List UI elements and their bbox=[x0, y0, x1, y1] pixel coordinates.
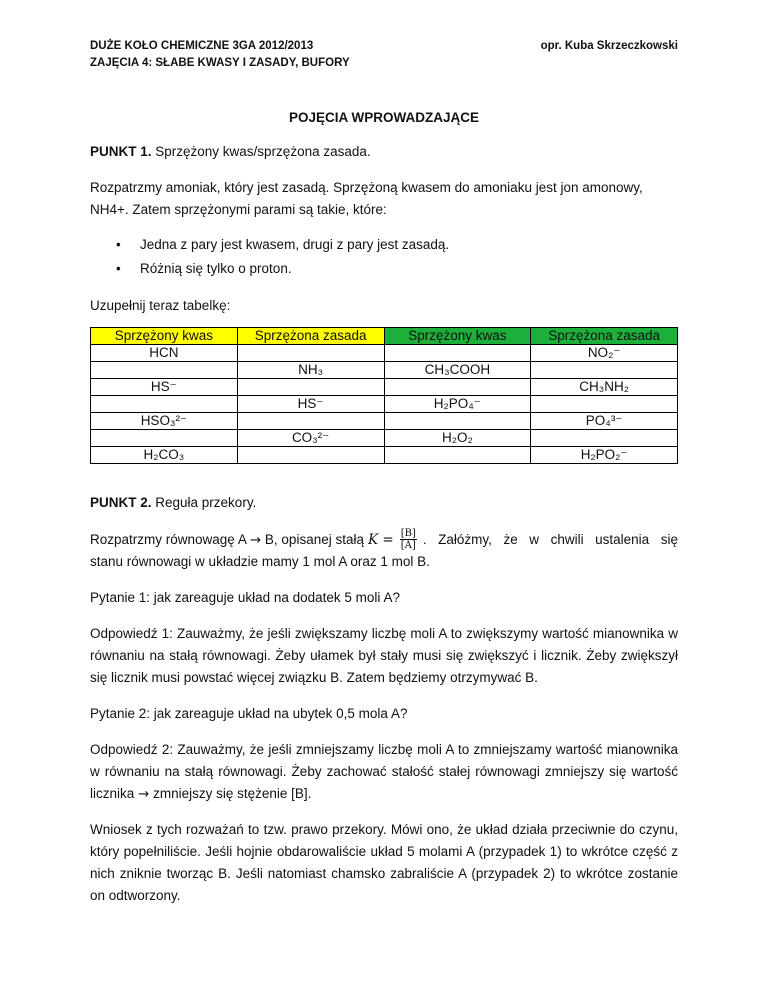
table-cell: HS⁻ bbox=[237, 396, 384, 413]
punkt1-title: Sprzężony kwas/sprzężona zasada. bbox=[151, 144, 371, 159]
table-cell: PO₄³⁻ bbox=[531, 413, 678, 430]
answer-2-tail: zmniejszy się stężenie [B]. bbox=[153, 786, 312, 801]
answer-2 bbox=[90, 739, 678, 805]
table-cell: CH₃NH₂ bbox=[531, 379, 678, 396]
table-row bbox=[91, 362, 678, 379]
eq-lead: Rozpatrzmy równowagę A bbox=[90, 531, 247, 547]
table-cell bbox=[531, 362, 678, 379]
table-cell bbox=[237, 413, 384, 430]
header-conjugate-base-1: Sprzężona zasada bbox=[237, 328, 384, 345]
table-cell bbox=[384, 379, 531, 396]
punkt2-title: Reguła przekory. bbox=[151, 495, 257, 510]
fraction-denominator: [A] bbox=[400, 540, 416, 551]
punkt1-label: PUNKT 1. bbox=[90, 144, 152, 159]
answer-1: Odpowiedź 1: Zauważmy, że jeśli zwiększamy liczbę moli A to zwiększymy wartość mianownika w równaniu na stałą równowagi. Żeby ułamek był stały musi się zwiększyć i licznik. Żeby zwiększył się licznik musi powstać więcej związku B. Zatem będziemy otrzymywać B. bbox=[90, 626, 678, 685]
conjugate-pairs-table bbox=[90, 327, 678, 464]
table-cell bbox=[384, 413, 531, 430]
bullet-item: • Różnią się tylko o proton. bbox=[90, 257, 678, 281]
right-arrow-icon: → bbox=[249, 531, 262, 548]
header-author: opr. Kuba Skrzeczkowski bbox=[540, 40, 678, 52]
bullet-item: • Jedna z pary jest kwasem, drugi z pary jest zasadą. bbox=[90, 233, 678, 257]
right-arrow-icon: → bbox=[138, 786, 150, 802]
equilibrium-line bbox=[90, 528, 678, 551]
table-cell bbox=[384, 345, 531, 362]
header-conjugate-acid-1: Sprzężony kwas bbox=[91, 328, 238, 345]
page-header bbox=[90, 38, 678, 72]
punkt2-heading bbox=[90, 492, 678, 514]
table-cell: CO₃²⁻ bbox=[237, 430, 384, 447]
page-title: POJĘCIA WPROWADZAJĄCE bbox=[288, 110, 479, 125]
question-1: Pytanie 1: jak zareaguje układ na dodatek 5 moli A? bbox=[90, 590, 400, 605]
table-row bbox=[91, 447, 678, 464]
table-cell bbox=[531, 430, 678, 447]
header-conjugate-acid-2: Sprzężony kwas bbox=[384, 328, 531, 345]
table-cell: HS⁻ bbox=[91, 379, 238, 396]
table-cell bbox=[237, 447, 384, 464]
header-conjugate-base-2: Sprzężona zasada bbox=[531, 328, 678, 345]
question-2: Pytanie 2: jak zareaguje układ na ubytek 0,5 mola A? bbox=[90, 706, 408, 721]
punkt1-heading bbox=[90, 141, 678, 163]
conclusion: Wniosek z tych rozważań to tzw. prawo przekory. Mówi ono, że układ działa przeciwnie do czynu, który popełniliście. Jeśli hojnie obdarowaliście układ 5 molami A (przypadek 1) to wkrótce część z nich zniknie tworząc B. Jeśli natomiast chamsko zabraliście A (przypadek 2) to wkrótce zostanie on odtworzony. bbox=[90, 822, 678, 903]
table-row bbox=[91, 430, 678, 447]
table-cell: HCN bbox=[91, 345, 238, 362]
table-intro: Uzupełnij teraz tabelkę: bbox=[90, 298, 231, 313]
equilibrium-continuation: stanu równowagi w układzie mamy 1 mol A oraz 1 mol B. bbox=[90, 554, 430, 569]
table-header-row bbox=[91, 328, 678, 345]
table-cell: NO₂⁻ bbox=[531, 345, 678, 362]
document-page bbox=[90, 38, 678, 907]
fraction-numerator: [B] bbox=[400, 528, 416, 539]
table-cell: H₂O₂ bbox=[384, 430, 531, 447]
header-lesson: ZAJĘCIA 4: SŁABE KWASY I ZASADY, BUFORY bbox=[90, 57, 350, 69]
table-cell bbox=[91, 362, 238, 379]
punkt2-label: PUNKT 2. bbox=[90, 495, 152, 510]
answer-2-lead: Odpowiedź 2: Zauważmy, że jeśli zmniejszamy liczbę moli A to zmniejszamy wartość mianownika w równaniu na stałą równowagi. Żeby zachować stałość stałej równowagi zmniejszy się wartość licznika bbox=[90, 742, 678, 801]
table-cell: HSO₃²⁻ bbox=[91, 413, 238, 430]
table-cell: H₂PO₂⁻ bbox=[531, 447, 678, 464]
equilibrium-lead-text bbox=[90, 529, 364, 551]
equilibrium-constant-symbol: K = bbox=[367, 531, 394, 548]
equilibrium-tail-text: . Załóżmy, że w chwili ustalenia się bbox=[422, 531, 678, 547]
eq-mid: B, opisanej stałą bbox=[264, 531, 364, 547]
equilibrium-fraction bbox=[400, 528, 417, 551]
table-cell bbox=[91, 430, 238, 447]
table-cell: CH₃COOH bbox=[384, 362, 531, 379]
table-cell: H₂CO₃ bbox=[91, 447, 238, 464]
table-row bbox=[91, 396, 678, 413]
table-cell: NH₃ bbox=[237, 362, 384, 379]
table-cell bbox=[237, 379, 384, 396]
table-cell bbox=[91, 396, 238, 413]
bullet-list bbox=[90, 233, 678, 281]
header-course: DUŻE KOŁO CHEMICZNE 3GA 2012/2013 bbox=[90, 40, 314, 52]
table-cell bbox=[237, 345, 384, 362]
table-cell: H₂PO₄⁻ bbox=[384, 396, 531, 413]
table-row bbox=[91, 413, 678, 430]
table-row bbox=[91, 379, 678, 396]
table-cell bbox=[531, 396, 678, 413]
table-row bbox=[91, 345, 678, 362]
punkt1-intro: Rozpatrzmy amoniak, który jest zasadą. Sprzężoną kwasem do amoniaku jest jon amonowy, NH4+. Zatem sprzężonymi parami są takie, które: bbox=[90, 180, 643, 217]
header-left bbox=[90, 38, 350, 72]
table-cell bbox=[384, 447, 531, 464]
